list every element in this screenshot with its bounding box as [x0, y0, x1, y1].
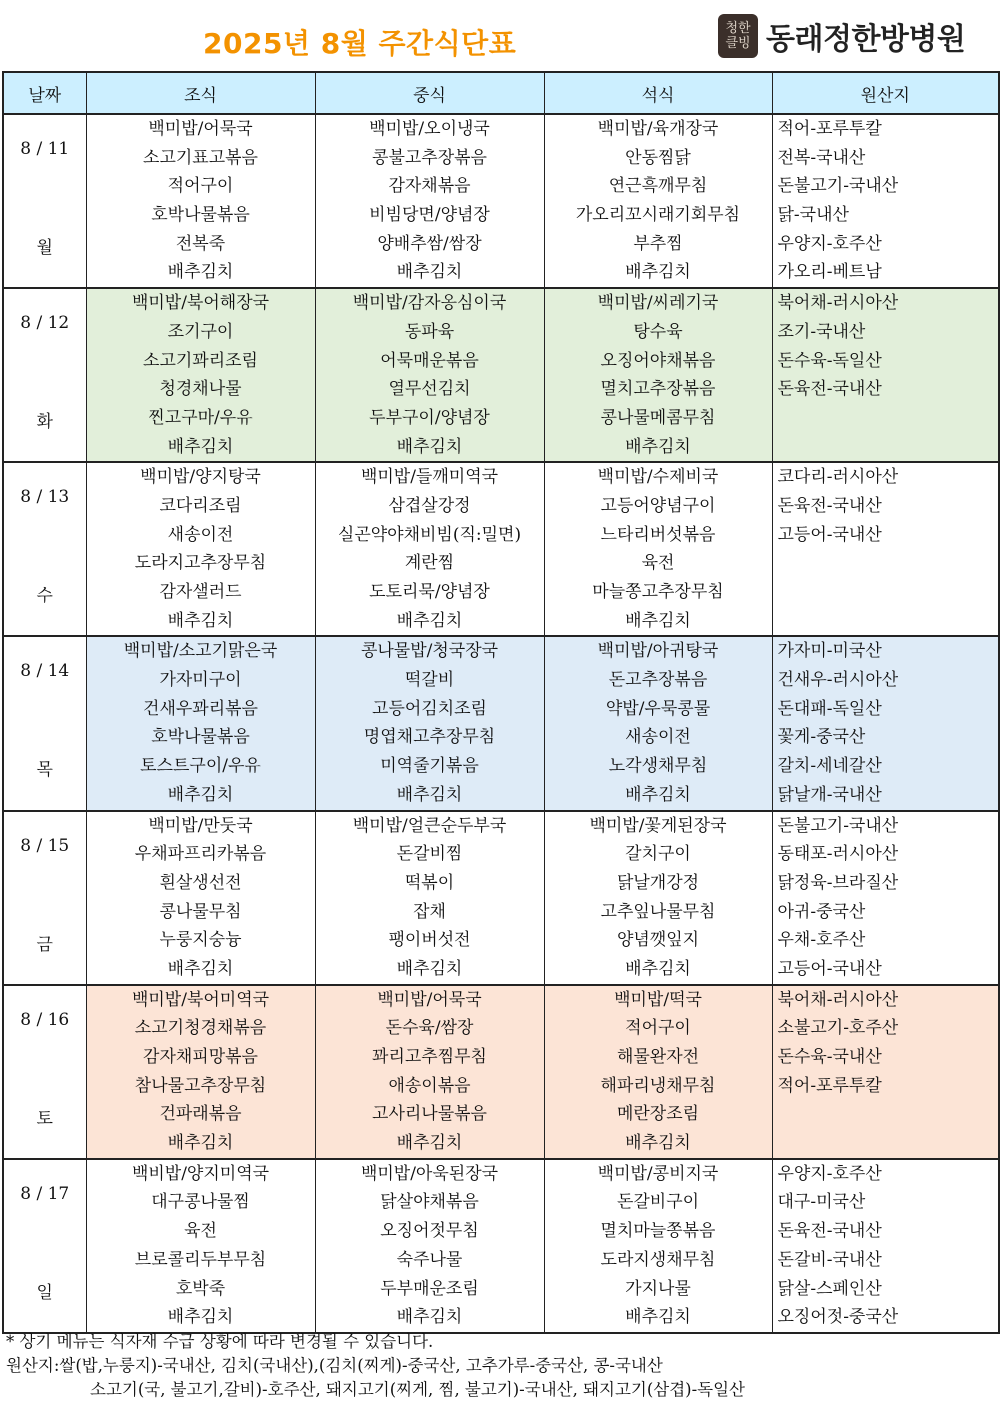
table-row [3, 636, 999, 810]
dinner-cell [544, 636, 772, 810]
weekday-label: 토 [36, 1108, 53, 1129]
origin-item: 돈수육-독일산 [777, 350, 882, 371]
hospital-logo [718, 14, 965, 58]
table-row [3, 114, 999, 288]
origin-cell [772, 811, 999, 985]
dinner-cell [544, 1159, 772, 1333]
lunch-cell [315, 114, 544, 288]
date-cell [3, 811, 86, 985]
note-change-notice: * 상기 메뉴는 식자재 수급 상황에 따라 변경될 수 있습니다. [6, 1332, 434, 1351]
weekday-label: 월 [36, 238, 53, 258]
menu-item: 백미밥/소고기맑은국 [123, 641, 278, 662]
menu-item: 새송이전 [167, 524, 234, 545]
lunch-cell [315, 985, 544, 1159]
menu-item: 호박나물볶음 [151, 205, 250, 226]
menu-item: 백미밥/수제비국 [597, 467, 719, 488]
seal-text: 청한 클빙 [725, 21, 751, 51]
menu-item: 백미밥/어묵국 [377, 989, 482, 1010]
origin-item: 아귀-중국산 [777, 901, 866, 922]
menu-item: 어묵매운볶음 [380, 350, 479, 371]
weekday-label: 금 [36, 934, 53, 955]
menu-item: 해물완자전 [616, 1047, 700, 1067]
menu-item: 두부구이/양념장 [369, 407, 490, 428]
dinner-cell [544, 462, 772, 636]
origin-item: 돈육전-국내산 [777, 1221, 882, 1242]
menu-item: 돈갈비찜 [396, 844, 463, 865]
menu-item: 토스트구이/우유 [140, 756, 261, 777]
menu-item: 멸치고추장볶음 [600, 379, 716, 400]
menu-item: 전복죽 [175, 233, 226, 254]
menu-item: 호박나물볶음 [151, 727, 250, 748]
menu-item: 애송이볶음 [388, 1075, 471, 1096]
menu-item: 배추김치 [167, 1133, 234, 1154]
origin-item: 우채-호주산 [777, 930, 866, 951]
origin-item: 가오리-베트남 [777, 262, 882, 283]
menu-item: 콩나물메콤무침 [600, 407, 716, 428]
menu-item: 닭날개강정 [616, 872, 700, 893]
menu-item: 배추김치 [625, 436, 691, 457]
menu-item: 배추김치 [167, 784, 234, 805]
menu-item: 비빔당면/양념장 [369, 205, 490, 226]
menu-item: 배추김치 [396, 262, 463, 283]
date-cell [3, 288, 86, 462]
menu-item: 흰살생선전 [159, 872, 242, 893]
dinner-cell [544, 811, 772, 985]
origin-item: 소불고기-호주산 [777, 1018, 899, 1039]
menu-item: 감자채볶음 [388, 176, 471, 197]
menu-item: 백미밥/양지탕국 [140, 467, 261, 488]
origin-item: 대구-미국산 [777, 1192, 866, 1213]
origin-item: 코다리-러시아산 [777, 467, 899, 488]
origin-item: 돈불고기-국내산 [777, 815, 899, 836]
menu-item: 갈치구이 [625, 844, 691, 865]
menu-item: 연근흑깨무침 [608, 176, 708, 197]
menu-item: 멸치마늘쫑볶음 [600, 1221, 716, 1242]
menu-item: 안동찜닭 [625, 147, 691, 168]
origin-item: 북어채-러시아산 [777, 293, 899, 314]
origin-item: 돈대패-독일산 [777, 698, 882, 719]
breakfast-cell [86, 636, 315, 810]
origin-item: 건새우-러시아산 [777, 670, 899, 691]
menu-item: 배추김치 [167, 262, 234, 283]
menu-item: 도라지생채무침 [600, 1249, 716, 1270]
header-lunch: 중식 [315, 72, 544, 114]
table-row [3, 1159, 999, 1333]
menu-item: 꽈리고추찜무침 [372, 1047, 487, 1067]
date-cell [3, 462, 86, 636]
lunch-cell [315, 462, 544, 636]
menu-item: 배추김치 [625, 262, 691, 283]
menu-item: 느타리버섯볶음 [600, 524, 716, 545]
weekday-label: 수 [36, 586, 53, 607]
menu-item: 떡볶이 [404, 872, 455, 893]
menu-item: 배추김치 [167, 1307, 234, 1328]
menu-item: 백미밥/씨레기국 [597, 293, 719, 314]
lunch-cell [315, 288, 544, 462]
dinner-cell [544, 114, 772, 288]
menu-item: 누룽지숭늉 [159, 930, 242, 951]
menu-item: 육전 [184, 1221, 217, 1242]
menu-item: 명엽채고추장무침 [363, 727, 496, 748]
breakfast-cell [86, 114, 315, 288]
menu-item: 백미밥/얼큰순두부국 [352, 815, 507, 836]
table-row [3, 985, 999, 1159]
menu-item: 백미밥/떡국 [614, 989, 702, 1010]
menu-item: 실곤약야채비빔(직:밀면) [337, 524, 522, 545]
date-label: 8 / 16 [20, 1009, 70, 1030]
menu-item: 백미밥/아욱된장국 [360, 1163, 499, 1184]
origin-item: 닭살-스페인산 [777, 1278, 882, 1299]
menu-item: 감자채피망볶음 [143, 1047, 258, 1067]
origin-cell [772, 985, 999, 1159]
origin-cell [772, 114, 999, 288]
menu-item: 도라지고추장무침 [134, 553, 267, 574]
menu-item: 가자미구이 [159, 670, 242, 691]
menu-item: 백미밥/어묵국 [148, 119, 253, 139]
menu-item: 배추김치 [396, 1133, 463, 1154]
note-origin-line-1: 원산지:쌀(밥,누룽지)-국내산, 김치(국내산),(김치(찌게)-중국산, 고추가루-중국산, 콩-국내산 [6, 1356, 663, 1375]
breakfast-cell [86, 288, 315, 462]
lunch-cell [315, 811, 544, 985]
menu-item: 백미밥/아귀탕국 [597, 641, 719, 662]
menu-item: 두부매운조림 [380, 1278, 479, 1299]
breakfast-cell [86, 985, 315, 1159]
menu-item: 콩나물무침 [159, 901, 242, 922]
menu-item: 가오리꼬시래기회무침 [575, 205, 741, 226]
table-row [3, 288, 999, 462]
menu-item: 고추잎나물무침 [600, 901, 716, 922]
origin-item: 닭-국내산 [777, 205, 849, 226]
menu-item: 백미밥/만둣국 [148, 815, 253, 836]
menu-item: 청경채나물 [159, 379, 242, 400]
breakfast-cell [86, 462, 315, 636]
origin-cell [772, 636, 999, 810]
dinner-cell [544, 985, 772, 1159]
origin-item: 조기-국내산 [777, 321, 866, 342]
menu-item: 배추김치 [396, 436, 463, 457]
origin-item: 동태포-러시아산 [777, 844, 899, 865]
menu-item: 계란찜 [404, 553, 455, 574]
breakfast-cell [86, 811, 315, 985]
menu-item: 소고기청경채볶음 [134, 1018, 267, 1039]
weekday-label: 일 [36, 1282, 53, 1303]
menu-item: 배추김치 [625, 1133, 691, 1154]
weekday-label: 화 [36, 412, 53, 433]
menu-item: 백미밥/육개장국 [597, 119, 719, 139]
menu-item: 건파래볶음 [159, 1104, 242, 1125]
menu-item: 닭살야채볶음 [380, 1192, 479, 1213]
menu-item: 백미밥/콩비지국 [597, 1163, 719, 1184]
lunch-cell [315, 636, 544, 810]
origin-item: 갈치-세네갈산 [777, 756, 882, 777]
menu-item: 양념깻잎지 [616, 930, 700, 951]
menu-item: 해파리냉채무침 [600, 1075, 716, 1096]
menu-item: 배추김치 [396, 958, 463, 979]
note-origin-line-2: 소고기(국, 불고기,갈비)-호주산, 돼지고기(찌게, 찜, 불고기)-국내산, 돼지고기(삼겹)-독일산 [90, 1380, 745, 1399]
menu-item: 백미밥/감자옹심이국 [352, 293, 507, 314]
menu-item: 소고기꽈리조림 [143, 350, 258, 371]
origin-item: 적어-포루투칼 [777, 1075, 882, 1096]
table-row [3, 811, 999, 985]
date-label: 8 / 11 [20, 139, 70, 159]
menu-item: 오징어야채볶음 [600, 350, 716, 371]
menu-item: 고등어김치조림 [372, 698, 487, 719]
header-date: 날짜 [3, 72, 86, 114]
menu-item: 브로콜리두부무침 [134, 1249, 267, 1270]
hospital-name: 동래정한방병원 [766, 22, 966, 57]
menu-item: 콩불고추장볶음 [372, 147, 487, 168]
menu-item: 배추김치 [396, 610, 463, 631]
header-dinner: 석식 [544, 72, 772, 114]
origin-item: 북어채-러시아산 [777, 989, 899, 1010]
menu-item: 배추김치 [625, 610, 691, 631]
menu-item: 고등어양념구이 [600, 495, 716, 516]
dinner-cell [544, 288, 772, 462]
menu-item: 찐고구마/우유 [148, 407, 253, 428]
menu-item: 돈갈비구이 [616, 1192, 700, 1213]
header-origin: 원산지 [772, 72, 999, 114]
origin-item: 돈육전-국내산 [777, 379, 882, 400]
menu-item: 코다리조림 [159, 495, 242, 516]
origin-item: 돈갈비-국내산 [777, 1249, 882, 1270]
menu-item: 참나물고추장무침 [134, 1075, 267, 1096]
menu-item: 조기구이 [167, 321, 234, 342]
menu-item: 배추김치 [167, 610, 234, 631]
origin-item: 전복-국내산 [777, 147, 866, 168]
table-header-row [3, 72, 999, 114]
menu-item: 배추김치 [396, 784, 463, 805]
origin-item: 오징어젓-중국산 [777, 1307, 899, 1328]
menu-item: 배추김치 [167, 436, 234, 457]
menu-item: 백비밥/양지미역국 [131, 1163, 270, 1184]
menu-item: 백미밥/꽃게된장국 [589, 815, 727, 836]
menu-item: 약밥/우묵콩물 [605, 698, 711, 719]
weekly-menu-table [2, 71, 1000, 1334]
menu-item: 열무선김치 [388, 379, 471, 400]
menu-item: 동파육 [404, 321, 455, 342]
origin-item: 고등어-국내산 [777, 958, 882, 979]
menu-item: 숙주나물 [396, 1249, 463, 1270]
menu-item: 배추김치 [167, 958, 234, 979]
origin-item: 적어-포루투칼 [777, 119, 882, 139]
date-cell [3, 636, 86, 810]
breakfast-cell [86, 1159, 315, 1333]
menu-item: 노각생채무침 [608, 756, 708, 777]
page-title: 2025년 8월 주간식단표 [203, 27, 517, 60]
date-cell [3, 1159, 86, 1333]
menu-item: 호박죽 [175, 1278, 226, 1299]
origin-item: 돈육전-국내산 [777, 495, 882, 516]
menu-item: 가지나물 [625, 1278, 691, 1299]
menu-item: 대구콩나물찜 [151, 1192, 250, 1213]
menu-item: 양배추쌈/쌈장 [377, 233, 482, 254]
menu-item: 배추김치 [625, 784, 691, 805]
date-cell [3, 985, 86, 1159]
date-label: 8 / 12 [20, 313, 70, 334]
menu-item: 배추김치 [625, 1307, 691, 1328]
date-label: 8 / 13 [20, 487, 70, 508]
menu-item: 미역줄기볶음 [380, 756, 479, 777]
table-row [3, 462, 999, 636]
lunch-cell [315, 1159, 544, 1333]
menu-item: 백미밥/북어미역국 [131, 989, 270, 1010]
menu-item: 잡채 [413, 901, 446, 922]
menu-item: 백미밥/북어해장국 [131, 293, 270, 314]
menu-item: 메란장조림 [616, 1104, 700, 1125]
menu-item: 콩나물밥/청국장국 [360, 641, 499, 662]
menu-item: 떡갈비 [404, 670, 455, 691]
header-breakfast: 조식 [86, 72, 315, 114]
menu-item: 돈수육/쌈장 [385, 1018, 474, 1039]
menu-item: 백미밥/들깨미역국 [360, 467, 499, 488]
menu-item: 건새우꽈리볶음 [143, 698, 258, 719]
origin-item: 우양지-호주산 [777, 233, 882, 254]
menu-item: 감자샐러드 [159, 582, 242, 602]
origin-item: 우양지-호주산 [777, 1163, 882, 1184]
menu-item: 새송이전 [625, 727, 691, 748]
menu-item: 우채파프리카볶음 [134, 844, 267, 865]
menu-item: 탕수육 [633, 321, 683, 342]
date-label: 8 / 14 [20, 661, 70, 682]
menu-item: 돈고추장볶음 [608, 670, 708, 691]
date-label: 8 / 15 [20, 835, 70, 856]
date-label: 8 / 17 [20, 1183, 70, 1204]
date-cell [3, 114, 86, 288]
menu-item: 마늘쫑고추장무침 [592, 582, 724, 602]
origin-item: 꽃게-중국산 [777, 727, 866, 748]
menu-item: 소고기표고볶음 [143, 147, 258, 168]
origin-item: 닭날개-국내산 [777, 784, 882, 805]
menu-item: 배추김치 [396, 1307, 463, 1328]
menu-item: 적어구이 [167, 176, 234, 197]
origin-item: 고등어-국내산 [777, 524, 882, 545]
menu-item: 배추김치 [625, 958, 691, 979]
menu-item: 삼겹살강정 [388, 495, 471, 516]
origin-cell [772, 288, 999, 462]
origin-cell [772, 462, 999, 636]
menu-item: 적어구이 [625, 1018, 691, 1039]
menu-item: 육전 [641, 553, 675, 574]
origin-item: 닭정육-브라질산 [777, 872, 899, 893]
origin-item: 가자미-미국산 [777, 641, 882, 662]
menu-item: 오징어젓무침 [380, 1221, 479, 1242]
weekday-label: 목 [36, 760, 53, 781]
origin-cell [772, 1159, 999, 1333]
hospital-seal-icon [718, 14, 758, 58]
menu-item: 도토리묵/양념장 [369, 582, 490, 602]
footnotes [6, 1330, 745, 1402]
origin-item: 돈수육-국내산 [777, 1047, 882, 1067]
origin-item: 돈불고기-국내산 [777, 176, 899, 197]
menu-item: 고사리나물볶음 [372, 1104, 487, 1125]
menu-item: 백미밥/오이냉국 [369, 119, 490, 139]
menu-item: 팽이버섯전 [388, 930, 471, 951]
menu-item: 부추찜 [633, 233, 683, 254]
